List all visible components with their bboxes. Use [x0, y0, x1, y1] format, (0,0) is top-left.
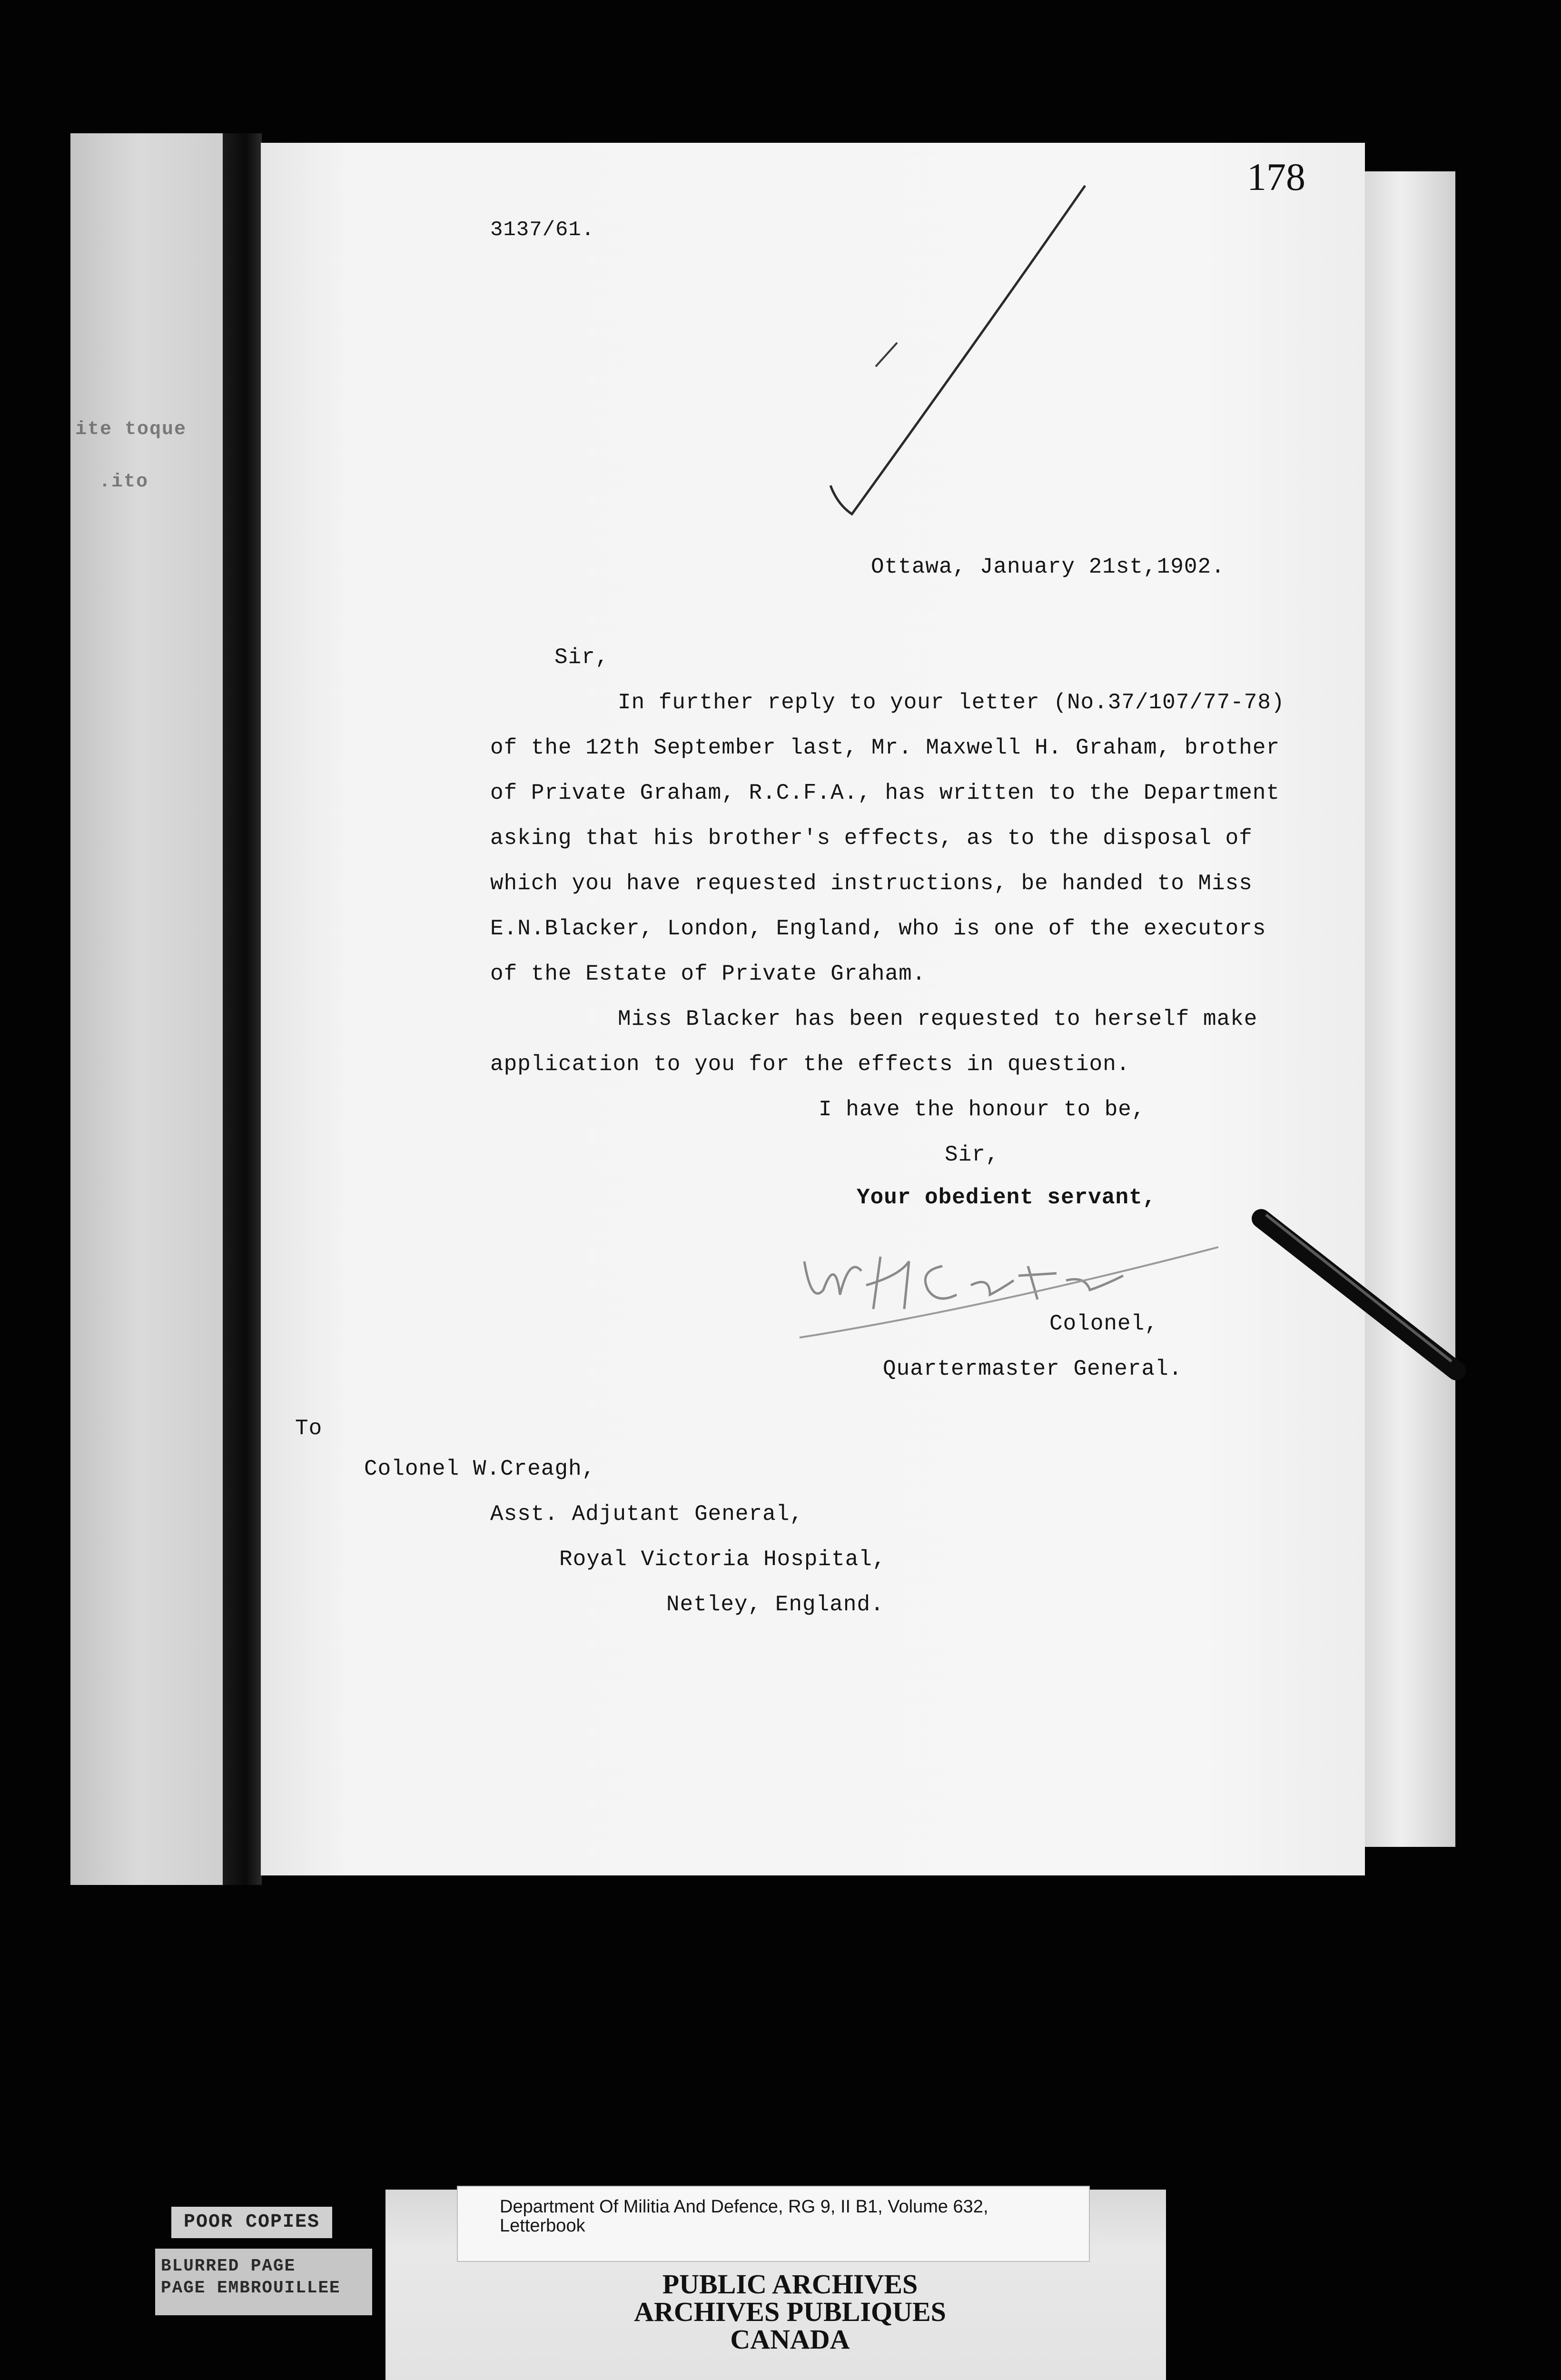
blurred-page-fr: PAGE EMBROUILLEE — [161, 2278, 341, 2298]
closing-line: Sir, — [945, 1142, 999, 1167]
public-archives-stamp — [552, 2271, 1028, 2353]
signatory-rank: Colonel, — [1049, 1311, 1158, 1336]
addressee-line: Netley, England. — [666, 1592, 884, 1617]
salutation: Sir, — [554, 645, 609, 670]
signatory-title: Quartermaster General. — [883, 1357, 1183, 1381]
body-line: E.N.Blacker, London, England, who is one of the executors — [490, 916, 1266, 941]
addressee-line: Royal Victoria Hospital, — [559, 1547, 886, 1572]
poor-copies-stamp: POOR COPIES — [171, 2207, 332, 2238]
previous-page-fragment: ite toque — [75, 419, 187, 440]
closing-line: I have the honour to be, — [819, 1097, 1146, 1122]
blurred-page-en: BLURRED PAGE — [161, 2256, 296, 2276]
previous-page-fragment: .ito — [99, 471, 149, 493]
archives-stamp-line: ARCHIVES PUBLIQUES — [634, 2296, 946, 2327]
blurred-page-stamp — [155, 2249, 372, 2315]
body-line: Miss Blacker has been requested to herself make — [618, 1007, 1258, 1031]
body-line: asking that his brother's effects, as to the disposal of — [490, 826, 1253, 851]
body-line: application to you for the effects in question. — [490, 1052, 1130, 1077]
pointer-pen — [1247, 1204, 1466, 1380]
body-line: In further reply to your letter (No.37/107/77-78) — [618, 690, 1285, 715]
date-line: Ottawa, January 21st,1902. — [871, 555, 1225, 579]
archive-reference-line: Department Of Militia And Defence, RG 9, II B1, Volume 632, — [500, 2197, 988, 2217]
archives-stamp-line: CANADA — [730, 2324, 850, 2355]
body-line: of Private Graham, R.C.F.A., has written to the Department — [490, 781, 1280, 805]
addressee-to: To — [295, 1416, 323, 1441]
addressee-line: Asst. Adjutant General, — [490, 1502, 803, 1527]
file-reference: 3137/61. — [490, 218, 595, 242]
addressee-line: Colonel W.Creagh, — [364, 1457, 596, 1481]
archive-reference-line: Letterbook — [500, 2216, 585, 2236]
archives-stamp-line: PUBLIC ARCHIVES — [662, 2269, 918, 2300]
body-line: which you have requested instructions, be handed to Miss — [490, 871, 1253, 896]
folio-number: 178 — [1247, 155, 1305, 198]
body-line: of the 12th September last, Mr. Maxwell H. Graham, brother — [490, 735, 1280, 760]
body-line: of the Estate of Private Graham. — [490, 962, 926, 986]
handwritten-signature — [790, 1228, 1228, 1347]
closing-line: Your obedient servant, — [857, 1185, 1156, 1210]
archive-reference-label — [457, 2186, 1090, 2262]
